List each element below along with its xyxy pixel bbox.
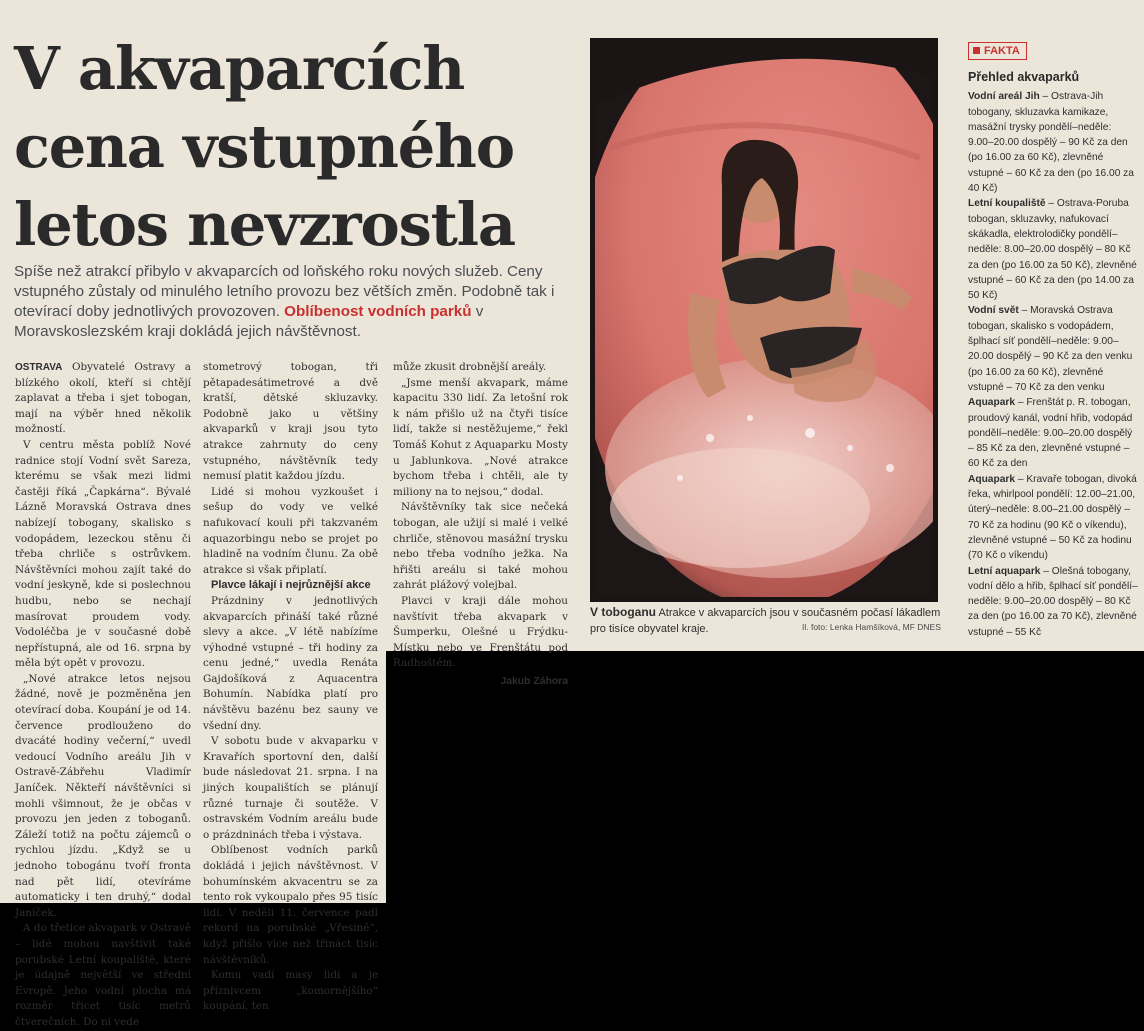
- facts-title: Přehled akvaparků: [968, 70, 1080, 84]
- paragraph: V centru města poblíž Nové radnice stojí Vodní svět Sareza, kterému se však mezi lidmi častěji říká „Čapkárna“. Bývalé Lázně Moravská Ostrava dnes nabízejí tobogany, skalisko s vodopádem, lezeckou stěnu či třeba chrliče s ostrůvkem. Návštěvníci mohou zajít také do vodní jeskyně, kde si poslechnou hudbu, nebo se nechají masírovat proudem vody. Vodoléčba je v současné době nepřístupná, ale od 16. srpna by měla být opět v provozu.: [15, 438, 191, 670]
- article-headline: [14, 30, 574, 264]
- article-photo: [590, 38, 938, 602]
- headline-line-3: letos nevzrostla: [14, 190, 515, 259]
- facts-entry-text: – Kravaře tobogan, divoká řeka, whirlpool pondělí: 12.00–21.00, úterý–neděle: 8.00–21.00 dospělý – 70 Kč za hodinu (90 Kč o víkendu), zlevněné vstupné – 50 Kč za hodinu (70 Kč o víkendu): [968, 473, 1137, 562]
- previous-page-bleed: [0, 0, 1144, 22]
- lead-text: Spíše než atrakcí přibylo v akvaparcích od loňského roku nových služeb. Ceny vstupného zůstaly od minulého letního provozu bez větších změn. Podobně tak i otevírací doby jednotlivých provozoven.: [14, 263, 555, 320]
- paragraph: A do třetice akvapark v Ostravě – lidé mohou navštívit také porubské Letní koupaliště, které je údajně největší ve střední Evropě. Jeho vodní plocha má rozměr třicet tisíc metrů čtverečních. Do ní vede: [15, 922, 191, 1028]
- caption-text: Atrakce v akvaparcích jsou v současném počasí lákadlem pro tisíce obyvatel kraje.: [590, 607, 941, 635]
- paragraph: „Nové atrakce letos nejsou žádné, nově je pozměněna jen otevírací doba. Koupání je od 14. července prodlouženo do dvacáté hodiny večerní,“ uvedl vedoucí Vodního areálu Jih v Ostravě-Zábřehu Vladimír Janíček. Někteří návštěvníci si mohli všimnout, že je občas v provozu jen jeden z toboganů. Záleží totiž na počtu zájemců o rychlou jízdu. „Když se u jednoho tobogánu tvoří fronta nad pět lidí, otevíráme automaticky i ten druhý,“ dodal Janíček.: [15, 672, 191, 919]
- author-byline: Jakub Záhora: [500, 675, 568, 687]
- paragraph: Oblíbenost vodních parků dokládá i jejich návštěvnost. V bohumínském akvacentru se za tento rok vykoupalo přes 95 tisíc lidí. V neděli 11. července padl rekord na porubské „Vřesině“, když přišlo více než třináct tisíc návštěvníků.: [203, 844, 378, 966]
- paragraph: může zkusit drobnější areály.: [393, 361, 547, 373]
- paragraph: Návštěvníky tak sice nečeká tobogan, ale užijí si malé i velké chrliče, stěnovou masážní trysku nebo třeba vodního ježka. Na hřišti areálu si také mohou zahrát plážový volejbal.: [393, 501, 568, 592]
- facts-entry: [968, 89, 1138, 196]
- caption-title: V toboganu: [590, 605, 656, 619]
- paragraph: V sobotu bude v akvaparku v Kravařích sportovní den, další bude následovat 21. srpna. I na jiných koupalištích se plánují různé turnaje či soutěže. V ostravském Vodním areálu bude o prázdninách třeba i výstava.: [203, 735, 378, 841]
- facts-entry-text: – Frenštát p. R. tobogan, proudový kanál, vodní hřib, vodopád pondělí–neděle: 9.00–20.00 dospělý – 85 Kč za den, zlevněné vstupné – 60 Kč za den: [968, 397, 1133, 470]
- dateline: OSTRAVA: [15, 362, 63, 373]
- facts-entry-name: Vodní svět: [968, 305, 1019, 317]
- facts-entry-name: Letní aquapark: [968, 565, 1041, 577]
- facts-entry-name: Aquapark: [968, 397, 1015, 409]
- headline-line-1: V akvaparcích: [14, 34, 465, 103]
- headline-line-2: cena vstupného: [14, 112, 514, 181]
- facts-entry-name: Letní koupaliště: [968, 198, 1046, 210]
- facts-entry: [968, 196, 1138, 303]
- facts-box: [968, 42, 1138, 640]
- photo-illustration: [590, 38, 938, 602]
- facts-entry-text: – Ostrava-Poruba tobogan, skluzavky, nafukovací skákadla, elektrolodičky pondělí–neděle: 8.00–20.00 dospělý – 80 Kč za den (po 16.00 za 50 Kč), zlevněné vstupné – 60 Kč za den (po 14.00 za 50 Kč): [968, 198, 1137, 302]
- photo-credit: Il. foto: Lenka Hamšíková, MF DNES: [802, 622, 941, 632]
- article-column-3: [393, 360, 568, 689]
- badge-square-icon: [973, 47, 980, 54]
- article-column-1: [15, 360, 191, 1031]
- facts-entry-text: – Moravská Ostrava tobogan, skalisko s vodopádem, šplhací síť pondělí–neděle: 9.00–20.00 dospělý – 90 Kč za den venku (po 16.00 za 60 Kč), zlevněné vstupné – 70 Kč za den venku: [968, 305, 1133, 393]
- badge-label: FAKTA: [984, 45, 1020, 57]
- facts-entry-text: – Ostrava-Jih tobogany, skluzavka kamikaze, masážní trysky pondělí–neděle: 9.00–20.00 dospělý – 90 Kč za den (po 16.00 za 60 Kč), zlevněné vstupné – 60 Kč za den (po 16.00 za 40 Kč): [968, 91, 1134, 195]
- paragraph: Komu vadí masy lidí a je příznivcem „komornějšího“ koupání, ten: [203, 969, 378, 1013]
- paragraph: „Jsme menší akvapark, máme kapacitu 330 lidí. Za letošní rok k nám přišlo už na čtyři tisíce lidí, takže si nestěžujeme,“ řekl Tomáš Kohut z Aquaparku Mosty u Jablunkova. „Nové atrakce bychom třeba i chtěli, ale ty miliony na to nejsou,“ dodal.: [393, 376, 568, 498]
- lead-highlight: Oblíbenost vodních parků: [284, 303, 472, 320]
- paragraph-text: Obyvatelé Ostravy a blízkého okolí, kteří si chtějí zaplavat a třeba i sjet tobogan, mají na výběr hned několik možností.: [15, 361, 191, 436]
- photo-caption: [590, 604, 945, 637]
- article-lead: [14, 262, 579, 342]
- facts-entry: [968, 564, 1138, 640]
- article-column-2: [203, 360, 378, 1015]
- facts-entry: [968, 472, 1138, 564]
- facts-entry: [968, 303, 1138, 395]
- facts-entry-name: Vodní areál Jih: [968, 91, 1040, 103]
- paragraph: Lidé si mohou vyzkoušet i sešup do vody ve velké nafukovací kouli při takzvaném aquazorbingu nebo se projet po hladině na vodním člunu. Za obě atrakce si však připlatí.: [203, 485, 378, 576]
- facts-entry: [968, 395, 1138, 471]
- facts-entry-name: Aquapark: [968, 473, 1015, 485]
- paragraph: Prázdniny v jednotlivých akvaparcích přináší také různé slevy a akce. „V létě nabízíme výhodné vstupné – tři hodiny za cenu jedné,“ uvedla Renáta Gajdošíková z Aquacentra Bohumín. Nabídka platí pro návštěvu bazénu bez sauny ve všední dny.: [203, 594, 378, 732]
- paragraph: Plavci v kraji dále mohou navštívit třeba akvapark v Šumperku, Olešné u Frýdku-Místku nebo ve Frenštátu pod Radhoštěm.: [393, 594, 568, 670]
- paragraph: stometrový tobogan, tři pětapadesátimetrové a dvě kratší, dětské skluzavky. Podobně jako u většiny akvaparků v kraji jsou tyto atrakce zahrnuty do ceny vstupného, návštěvník tedy nemusí platit každou jízdu.: [203, 361, 378, 483]
- article-subhead: Plavce lákají i nejrůznější akce: [211, 579, 371, 592]
- lead-tail: v Moravskoslezském kraji dokládá jejich návštěvnost.: [14, 303, 484, 340]
- paragraph: [15, 360, 191, 438]
- facts-entry-text: – Olešná tobogany, vodní dělo a hřib, šplhací síť pondělí–neděle: 9.00–20.00 dospělý – 80 Kč za den (po 16.00 za 70 Kč), zlevněné vstupné – 55 Kč: [968, 565, 1138, 638]
- facts-badge: [968, 42, 1027, 60]
